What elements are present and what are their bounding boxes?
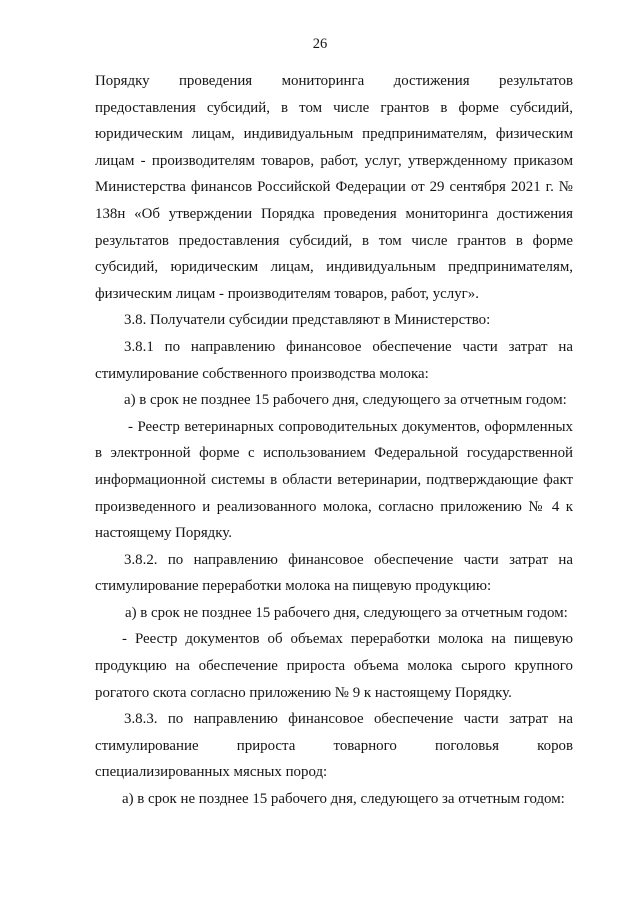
paragraph-deadline-2: а) в срок не позднее 15 рабочего дня, следующего за отчетным годом: [125,604,568,621]
paragraph-registry-veterinary: - Реестр ветеринарных сопроводительных документов, оформленных в электронной форме с использованием Федеральной государственной информационной системы в области ветеринарии, подтверждающие факт произведенного и реализованного молока, согласно приложению № 4 к настоящему Порядку. [95,418,573,542]
paragraph-section-3-8: 3.8. Получатели субсидии представляют в Министерство: [124,312,491,329]
paragraph-section-3-8-1: 3.8.1 по направлению финансовое обеспечение части затрат на стимулирование собственного производства молока: [95,338,573,382]
paragraph-registry-processing: - Реестр документов об объемах переработки молока на пищевую продукцию на обеспечение прироста объема молока сырого крупного рогатого скота согласно приложению № 9 к настоящему Порядку. [95,631,573,701]
paragraph-section-3-8-2: 3.8.2. по направлению финансовое обеспечение части затрат на стимулирование переработки молока на пищевую продукцию: [95,551,573,595]
paragraph-order-reference: Порядку проведения мониторинга достижения результатов предоставления субсидий, в том числе грантов в форме субсидий, юридическим лицам, индивидуальным предпринимателям, физическим лицам - производителям товаров, работ, услуг, утвержденному приказом Министерства финансов Российской Федерации от 29 сентября 2021 г. № 138н «Об утверждении Порядка проведения мониторинга достижения результатов предоставления субсидий, в том числе грантов в форме субсидий, юридическим лицам, индивидуальным предпринимателям, физическим лицам - производителям товаров, работ, услуг». [95,73,573,302]
paragraph-deadline-1: а) в срок не позднее 15 рабочего дня, следующего за отчетным годом: [124,392,567,409]
paragraph-deadline-3: а) в срок не позднее 15 рабочего дня, следующего за отчетным годом: [122,791,565,808]
paragraph-section-3-8-3: 3.8.3. по направлению финансовое обеспечение части затрат на стимулирование прироста товарного поголовья коров специализированных мясных пород: [95,711,573,781]
document-body [95,68,573,813]
page-number: 26 [312,36,328,52]
